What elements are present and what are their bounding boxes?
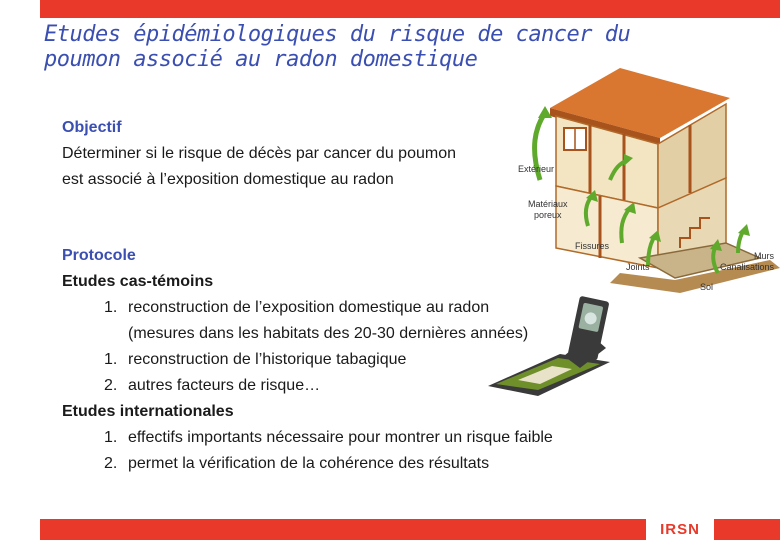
list-text: reconstruction de l’historique tabagique [128,351,407,368]
objectif-section [62,115,456,193]
label-sol: Sol [700,282,714,292]
list-text: (mesures dans les habitats des 20-30 dernières années) [128,325,529,342]
list-text: autres facteurs de risque… [128,377,321,394]
list-number: 2. [104,455,118,472]
top-banner [40,0,780,18]
title-line-1: Etudes épidémiologiques du risque de cancer du [44,22,631,47]
list-item [62,295,553,321]
objectif-line-2: est associé à l’exposition domestique au radon [62,171,394,188]
list-item [62,347,553,373]
list-item [62,425,553,451]
cas-temoins-heading: Etudes cas-témoins [62,273,214,290]
label-exterieur: Extérieur [518,164,555,174]
label-fissures: Fissures [575,241,610,251]
label-materiaux-1: Matériaux [528,199,568,209]
logo-text: IRSN [660,521,700,538]
list-text: effectifs importants nécessaire pour montrer un risque faible [128,429,553,446]
list-number: 1. [104,429,118,446]
list-number: 1. [104,299,118,316]
list-number: 2. [104,377,118,394]
label-canalisations: Canalisations [719,262,774,272]
irsn-logo [646,519,714,540]
label-murs: Murs [754,251,774,261]
list-item [62,321,553,347]
label-joints: Joints [626,262,650,272]
list-item [62,451,553,477]
objectif-line-1: Déterminer si le risque de décès par cancer du poumon [62,145,456,162]
title-line-2: poumon associé au radon domestique [44,47,478,72]
objectif-heading: Objectif [62,119,122,136]
list-text: permet la vérification de la cohérence des résultats [128,455,490,472]
label-materiaux [528,199,568,221]
label-murs-canalisations [710,251,774,273]
list-number: 1. [104,351,118,368]
list-text: reconstruction de l’exposition domestique au radon [128,299,490,316]
label-materiaux-2: poreux [533,210,562,220]
slide-title [44,22,630,72]
internationales-heading: Etudes internationales [62,403,234,420]
protocole-heading: Protocole [62,247,136,264]
list-item [62,373,553,399]
protocole-section [62,243,553,477]
